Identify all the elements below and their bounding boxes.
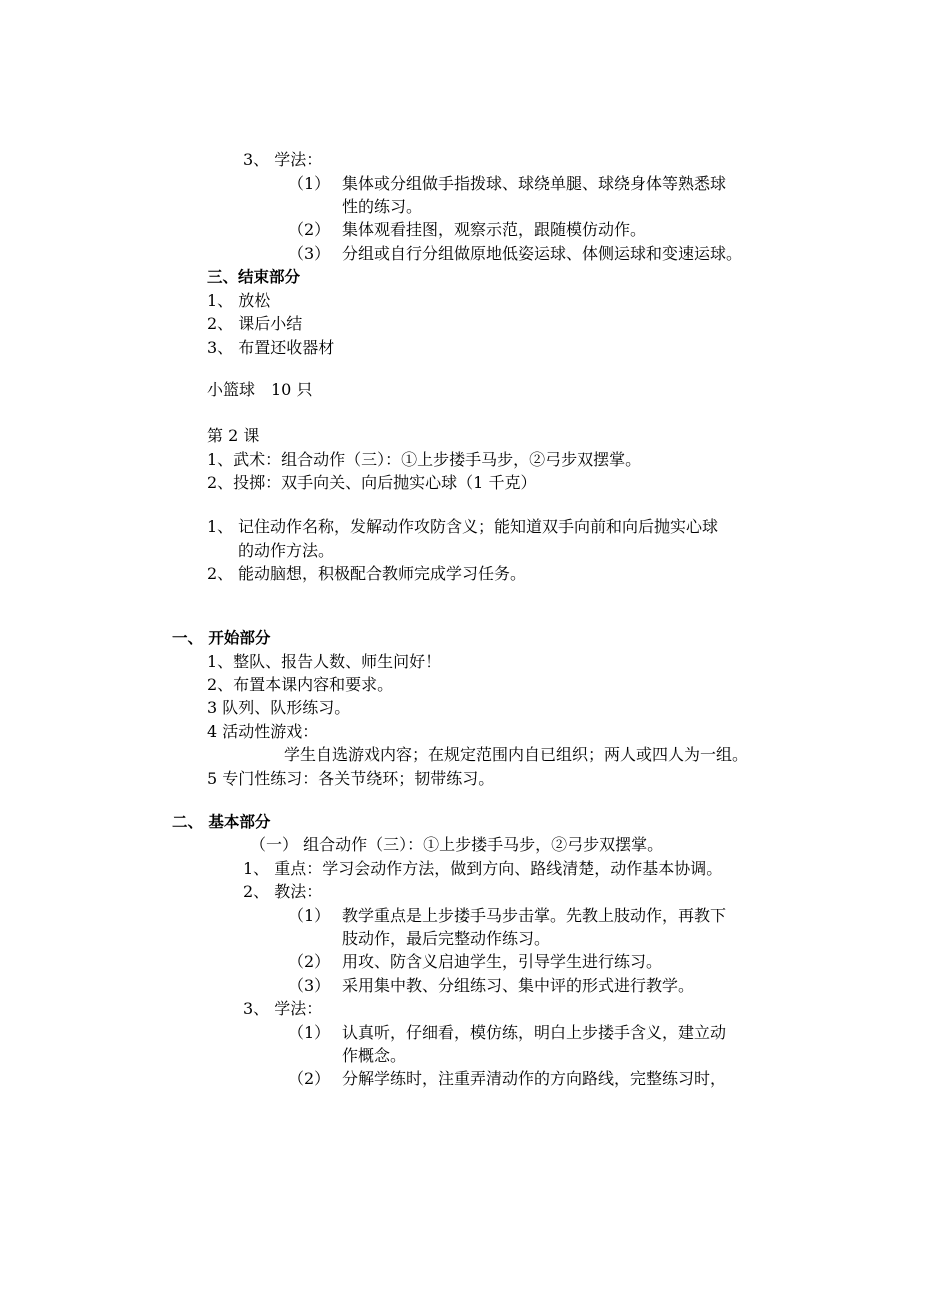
list-item-number: （3） bbox=[288, 976, 331, 995]
list-item: 学生自选游戏内容；在规定范围内自已组织；两人或四人为一组。 bbox=[284, 745, 749, 764]
list-item-text: 性的练习。 bbox=[342, 197, 423, 216]
goal-number: 1、 bbox=[207, 517, 234, 536]
list-item-text: 教学重点是上步搂手马步击掌。先教上肢动作，再教下 bbox=[342, 906, 727, 925]
list-item: 3 队列、队形练习。 bbox=[207, 698, 351, 717]
content-line: 1、武术：组合动作（三）：①上步搂手马步，②弓步双摆掌。 bbox=[207, 450, 642, 469]
list-item-number: （1） bbox=[288, 906, 331, 925]
list-item-number: （2） bbox=[288, 220, 331, 239]
list-item-text: 认真听，仔细看，模仿练，明白上步搂手含义，建立动 bbox=[342, 1023, 727, 1042]
list-item-number: （2） bbox=[288, 1069, 331, 1088]
goal-text: 记住动作名称，发解动作攻防含义；能知道双手向前和向后抛实心球 bbox=[238, 517, 719, 536]
list-item-text: 分解学练时，注重弄清动作的方向路线，完整练习时， bbox=[342, 1069, 727, 1088]
list-item-number: （1） bbox=[288, 1023, 331, 1042]
list-item: 3、 布置还收器材 bbox=[207, 338, 335, 357]
list-item: 1、整队、报告人数、师生问好！ bbox=[207, 652, 442, 671]
xuefa-title: 3、 学法： bbox=[243, 150, 323, 169]
list-item-text: 作概念。 bbox=[342, 1046, 407, 1065]
section-heading: 二、 基本部分 bbox=[172, 813, 271, 831]
list-item: 2、布置本课内容和要求。 bbox=[207, 675, 394, 694]
list-item-number: （1） bbox=[288, 174, 331, 193]
content-line: 2、投掷：双手向关、向后抛实心球（1 千克） bbox=[207, 473, 537, 492]
list-item-text: 集体观看挂图，观察示范，跟随模仿动作。 bbox=[342, 220, 647, 239]
goal-number: 2、 bbox=[207, 564, 234, 583]
xuefa-title: 3、 学法： bbox=[243, 999, 323, 1018]
key-point: 1、 重点：学习会动作方法，做到方向、路线清楚，动作基本协调。 bbox=[243, 859, 723, 878]
list-item-text: 肢动作，最后完整动作练习。 bbox=[342, 929, 551, 948]
list-item-text: 采用集中教、分组练习、集中评的形式进行教学。 bbox=[342, 976, 695, 995]
list-item: 2、 课后小结 bbox=[207, 314, 303, 333]
list-item-text: 分组或自行分组做原地低姿运球、体侧运球和变速运球。 bbox=[342, 244, 743, 263]
list-item-text: 集体或分组做手指拨球、球绕单腿、球绕身体等熟悉球 bbox=[342, 174, 727, 193]
goal-text: 能动脑想，积极配合教师完成学习任务。 bbox=[238, 564, 527, 583]
list-item-number: （3） bbox=[288, 244, 331, 263]
lesson-title: 第 2 课 bbox=[207, 426, 260, 445]
section-heading: 一、 开始部分 bbox=[172, 629, 271, 647]
list-item: 4 活动性游戏： bbox=[207, 722, 319, 741]
equipment-line: 小篮球 10 只 bbox=[207, 380, 313, 399]
jiaofa-title: 2、 教法： bbox=[243, 882, 323, 901]
list-item-number: （2） bbox=[288, 952, 331, 971]
list-item: 1、 放松 bbox=[207, 291, 271, 310]
subsection-title: （一） 组合动作（三）：①上步搂手马步，②弓步双摆掌。 bbox=[250, 835, 664, 854]
goal-text: 的动作方法。 bbox=[238, 541, 335, 560]
section-heading: 三、结束部分 bbox=[207, 268, 301, 286]
list-item-text: 用攻、防含义启迪学生，引导学生进行练习。 bbox=[342, 952, 663, 971]
list-item: 5 专门性练习：各关节绕环；韧带练习。 bbox=[207, 769, 495, 788]
